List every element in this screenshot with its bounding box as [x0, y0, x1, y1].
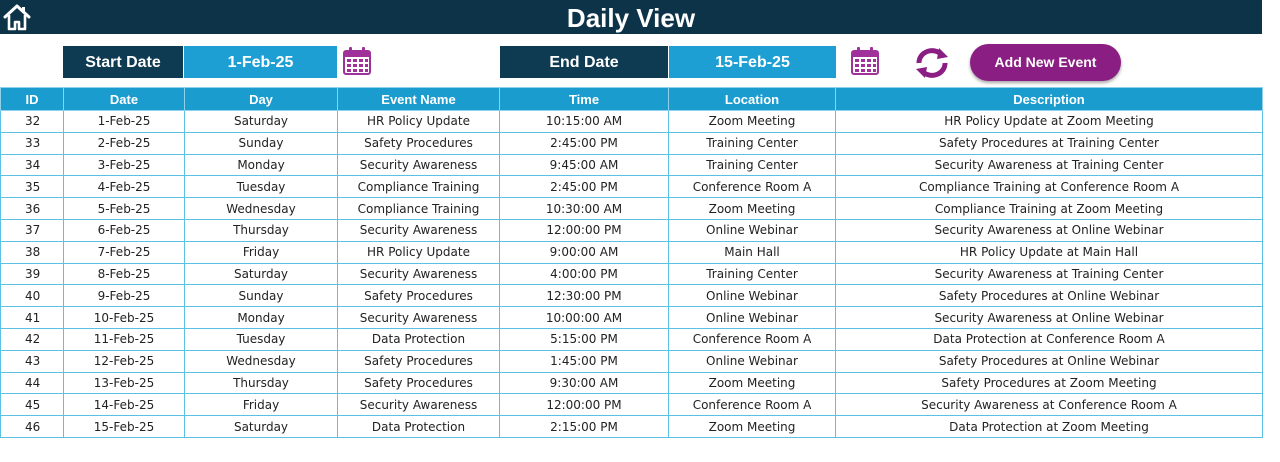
cell-time: 12:00:00 PM [500, 394, 669, 416]
cell-description: Security Awareness at Training Center [836, 263, 1263, 285]
column-header-time[interactable]: Time [500, 88, 669, 111]
cell-day: Wednesday [185, 198, 338, 220]
cell-location: Conference Room A [669, 176, 836, 198]
cell-id: 42 [1, 328, 64, 350]
cell-description: HR Policy Update at Zoom Meeting [836, 111, 1263, 133]
cell-time: 10:30:00 AM [500, 198, 669, 220]
calendar-icon[interactable] [850, 46, 880, 76]
cell-time: 4:00:00 PM [500, 263, 669, 285]
events-table [0, 87, 1263, 438]
cell-day: Friday [185, 394, 338, 416]
cell-time: 10:15:00 AM [500, 111, 669, 133]
column-header-description[interactable]: Description [836, 88, 1263, 111]
cell-time: 5:15:00 PM [500, 328, 669, 350]
cell-location: Online Webinar [669, 285, 836, 307]
cell-date: 14-Feb-25 [64, 394, 185, 416]
cell-id: 36 [1, 198, 64, 220]
cell-id: 41 [1, 307, 64, 329]
start-date-label: Start Date [63, 46, 183, 78]
cell-id: 45 [1, 394, 64, 416]
cell-time: 9:30:00 AM [500, 372, 669, 394]
cell-date: 6-Feb-25 [64, 219, 185, 241]
cell-day: Wednesday [185, 350, 338, 372]
cell-location: Training Center [669, 263, 836, 285]
cell-location: Training Center [669, 154, 836, 176]
cell-id: 35 [1, 176, 64, 198]
start-date-field[interactable]: 1-Feb-25 [184, 46, 337, 78]
cell-description: Safety Procedures at Training Center [836, 132, 1263, 154]
cell-description: Security Awareness at Conference Room A [836, 394, 1263, 416]
cell-date: 7-Feb-25 [64, 241, 185, 263]
column-header-day[interactable]: Day [185, 88, 338, 111]
cell-time: 9:00:00 AM [500, 241, 669, 263]
cell-time: 12:00:00 PM [500, 219, 669, 241]
cell-description: Safety Procedures at Zoom Meeting [836, 372, 1263, 394]
cell-time: 1:45:00 PM [500, 350, 669, 372]
cell-date: 3-Feb-25 [64, 154, 185, 176]
add-new-event-button[interactable]: Add New Event [970, 44, 1121, 81]
table-row[interactable] [1, 416, 1263, 438]
cell-day: Thursday [185, 219, 338, 241]
cell-event-name: Compliance Training [338, 176, 500, 198]
table-row[interactable] [1, 111, 1263, 133]
cell-description: Security Awareness at Online Webinar [836, 307, 1263, 329]
cell-day: Thursday [185, 372, 338, 394]
table-row[interactable] [1, 198, 1263, 220]
cell-day: Sunday [185, 285, 338, 307]
cell-description: Data Protection at Conference Room A [836, 328, 1263, 350]
cell-date: 12-Feb-25 [64, 350, 185, 372]
cell-day: Sunday [185, 132, 338, 154]
cell-event-name: Security Awareness [338, 307, 500, 329]
cell-day: Saturday [185, 416, 338, 438]
cell-day: Tuesday [185, 328, 338, 350]
column-header-location[interactable]: Location [669, 88, 836, 111]
cell-location: Zoom Meeting [669, 416, 836, 438]
cell-id: 33 [1, 132, 64, 154]
table-row[interactable] [1, 241, 1263, 263]
cell-day: Monday [185, 307, 338, 329]
cell-description: Safety Procedures at Online Webinar [836, 350, 1263, 372]
cell-date: 11-Feb-25 [64, 328, 185, 350]
cell-event-name: Compliance Training [338, 198, 500, 220]
cell-id: 43 [1, 350, 64, 372]
cell-id: 37 [1, 219, 64, 241]
cell-event-name: Safety Procedures [338, 372, 500, 394]
cell-date: 8-Feb-25 [64, 263, 185, 285]
table-row[interactable] [1, 328, 1263, 350]
cell-description: Compliance Training at Zoom Meeting [836, 198, 1263, 220]
cell-event-name: HR Policy Update [338, 241, 500, 263]
table-row[interactable] [1, 176, 1263, 198]
cell-id: 39 [1, 263, 64, 285]
cell-event-name: HR Policy Update [338, 111, 500, 133]
cell-event-name: Security Awareness [338, 219, 500, 241]
cell-date: 15-Feb-25 [64, 416, 185, 438]
refresh-icon[interactable] [912, 46, 952, 80]
cell-id: 40 [1, 285, 64, 307]
cell-day: Friday [185, 241, 338, 263]
calendar-icon[interactable] [342, 46, 372, 76]
cell-location: Training Center [669, 132, 836, 154]
cell-location: Online Webinar [669, 219, 836, 241]
cell-id: 46 [1, 416, 64, 438]
table-header-row [1, 88, 1263, 111]
cell-location: Main Hall [669, 241, 836, 263]
cell-event-name: Safety Procedures [338, 350, 500, 372]
home-icon[interactable] [2, 2, 32, 32]
end-date-label: End Date [500, 46, 668, 78]
cell-description: Compliance Training at Conference Room A [836, 176, 1263, 198]
table-row[interactable] [1, 263, 1263, 285]
cell-id: 32 [1, 111, 64, 133]
cell-event-name: Safety Procedures [338, 132, 500, 154]
cell-date: 5-Feb-25 [64, 198, 185, 220]
cell-date: 9-Feb-25 [64, 285, 185, 307]
table-row[interactable] [1, 307, 1263, 329]
table-row[interactable] [1, 154, 1263, 176]
table-row[interactable] [1, 219, 1263, 241]
cell-time: 9:45:00 AM [500, 154, 669, 176]
cell-day: Tuesday [185, 176, 338, 198]
cell-id: 34 [1, 154, 64, 176]
cell-location: Online Webinar [669, 350, 836, 372]
cell-location: Conference Room A [669, 394, 836, 416]
cell-date: 1-Feb-25 [64, 111, 185, 133]
cell-time: 12:30:00 PM [500, 285, 669, 307]
cell-day: Saturday [185, 111, 338, 133]
cell-description: Security Awareness at Online Webinar [836, 219, 1263, 241]
cell-location: Zoom Meeting [669, 198, 836, 220]
column-header-event-name[interactable]: Event Name [338, 88, 500, 111]
table-row[interactable] [1, 132, 1263, 154]
cell-event-name: Data Protection [338, 328, 500, 350]
cell-description: Safety Procedures at Online Webinar [836, 285, 1263, 307]
cell-description: Security Awareness at Training Center [836, 154, 1263, 176]
cell-event-name: Data Protection [338, 416, 500, 438]
cell-day: Monday [185, 154, 338, 176]
end-date-field[interactable]: 15-Feb-25 [669, 46, 836, 78]
cell-date: 13-Feb-25 [64, 372, 185, 394]
cell-id: 38 [1, 241, 64, 263]
cell-date: 2-Feb-25 [64, 132, 185, 154]
cell-event-name: Security Awareness [338, 154, 500, 176]
page-title: Daily View [566, 3, 696, 33]
cell-time: 2:15:00 PM [500, 416, 669, 438]
cell-event-name: Safety Procedures [338, 285, 500, 307]
table-row[interactable] [1, 394, 1263, 416]
cell-time: 2:45:00 PM [500, 132, 669, 154]
cell-event-name: Security Awareness [338, 263, 500, 285]
cell-description: Data Protection at Zoom Meeting [836, 416, 1263, 438]
table-body [1, 111, 1263, 438]
cell-location: Online Webinar [669, 307, 836, 329]
cell-date: 4-Feb-25 [64, 176, 185, 198]
cell-location: Zoom Meeting [669, 111, 836, 133]
cell-id: 44 [1, 372, 64, 394]
cell-event-name: Security Awareness [338, 394, 500, 416]
cell-time: 2:45:00 PM [500, 176, 669, 198]
table-row[interactable] [1, 350, 1263, 372]
cell-location: Zoom Meeting [669, 372, 836, 394]
table-row[interactable] [1, 372, 1263, 394]
cell-date: 10-Feb-25 [64, 307, 185, 329]
column-header-id[interactable]: ID [1, 88, 64, 111]
table-row[interactable] [1, 285, 1263, 307]
cell-time: 10:00:00 AM [500, 307, 669, 329]
title-bar [0, 0, 1262, 34]
cell-description: HR Policy Update at Main Hall [836, 241, 1263, 263]
column-header-date[interactable]: Date [64, 88, 185, 111]
cell-location: Conference Room A [669, 328, 836, 350]
cell-day: Saturday [185, 263, 338, 285]
